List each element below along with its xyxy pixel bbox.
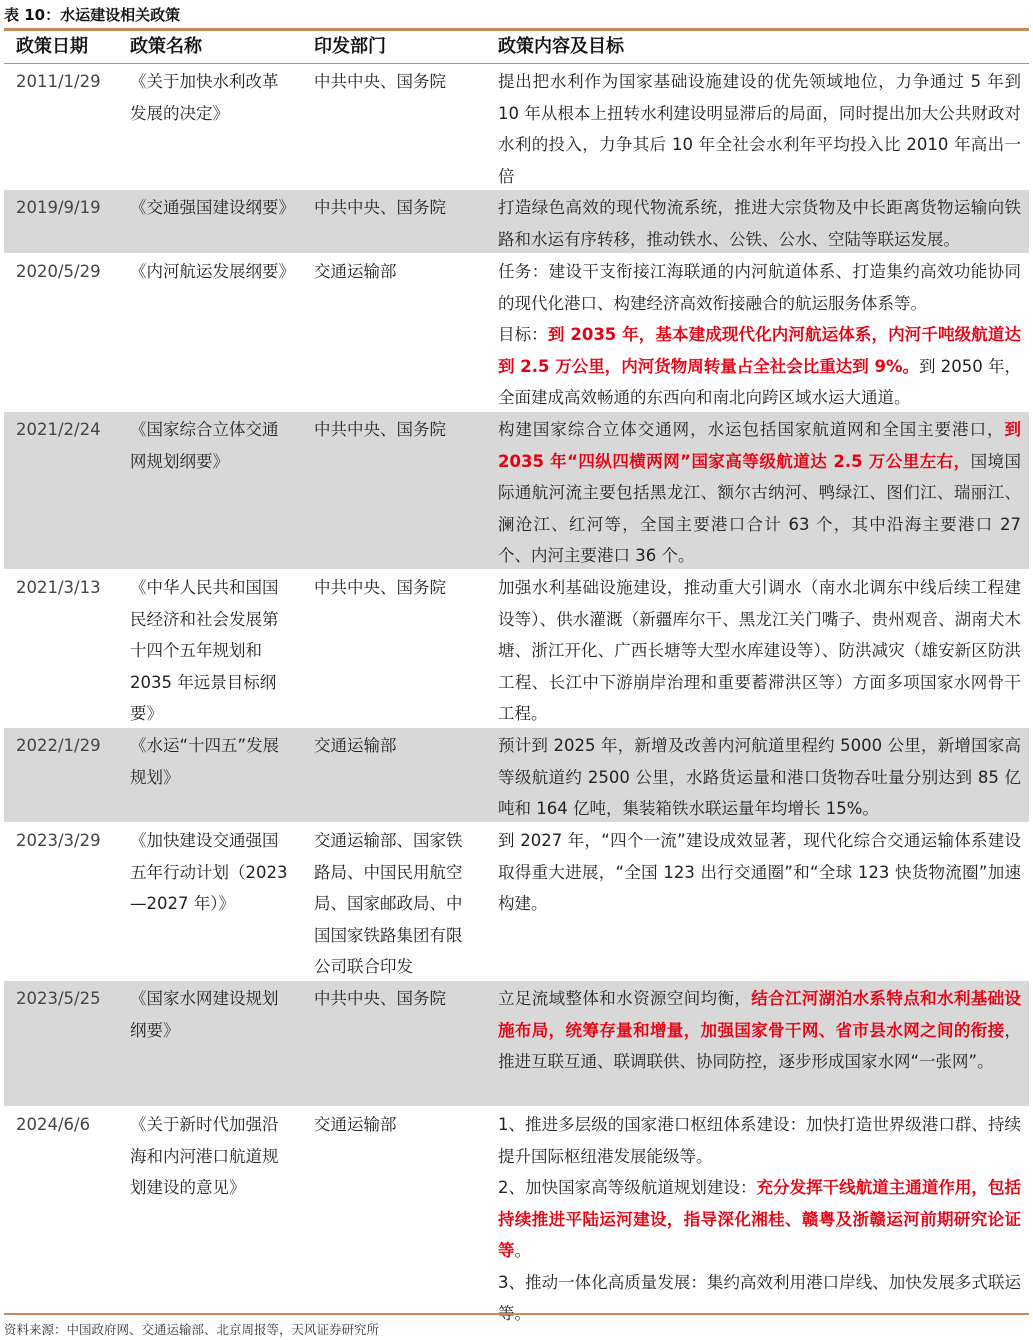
header-date: 政策日期 [16,36,88,58]
content-paragraph [498,1267,1021,1330]
policy-dept: 中共中央、国务院 [314,989,446,1008]
policy-content [482,1107,1029,1327]
source-note: 资料来源：中国政府网、交通运输部、北京周报等，天风证券研究所 [4,1322,380,1337]
highlight-text: 到 2035 年，基本建成现代化内河航运体系，内河千吨级航道达到 2.5 万公里，内河货物周转量占全社会比重达到 9%。 [498,325,1021,376]
policy-date: 2011/1/29 [16,72,101,91]
policy-name: 《中华人民共和国国民经济和社会发展第十四个五年规划和 2035 年远景目标纲要》 [130,578,279,723]
policy-content [482,981,1029,1106]
policy-date: 2021/2/24 [16,420,101,439]
content-text: 1、推进多层级的国家港口枢纽体系建设：加快打造世界级港口群、持续提升国际枢纽港发展能级等。 [498,1115,1021,1166]
table-row [4,64,1029,190]
content-text: 。 [514,1241,531,1260]
table-title: 表 10：水运建设相关政策 [4,6,181,24]
content-paragraph [498,730,1021,825]
policy-content [482,190,1029,253]
content-text: 到 2027 年，“四个一流”建设成效显著，现代化综合交通运输体系建设取得重大进展，“全国 123 出行交通圈”和“全球 123 快货物流圈”加速构建。 [498,831,1021,913]
policy-content [482,412,1029,569]
table-header [4,31,1029,64]
highlight-text: 到 2035 年“四纵四横两网”国家高等级航道达 2.5 万公里左右， [498,420,1021,471]
header-name: 政策名称 [130,36,202,58]
policy-dept: 中共中央、国务院 [314,578,446,597]
policy-dept: 交通运输部 [314,262,397,281]
content-text: 到 2050 年，全面建成高效畅通的东西向和南北向跨区域水运大通道。 [498,356,1022,407]
table-row [4,1107,1029,1328]
table-bottom-rule [4,1313,1029,1315]
content-text: 提出把水利作为国家基础设施建设的优先领域地位，力争通过 5 年到 10 年从根本上扭转水利建设明显滞后的局面，同时提出加大公共财政对水利的投入，力争其后 10 年全社会水利年平均投入比 2010 年高出一倍 [498,72,1021,186]
policy-date: 2019/9/19 [16,198,101,217]
table-row [4,412,1029,570]
header-content: 政策内容及目标 [498,36,624,58]
policy-dept: 交通运输部 [314,736,397,755]
content-paragraph [498,319,1021,414]
policy-content [482,64,1029,189]
policy-name: 《关于加快水利改革发展的决定》 [130,72,279,123]
policy-name: 《国家水网建设规划纲要》 [130,989,279,1040]
policy-name: 《加快建设交通强国五年行动计划（2023—2027 年）》 [130,831,288,913]
policy-name: 《交通强国建设纲要》 [130,198,295,217]
table-row [4,254,1029,412]
table-body [4,64,1029,1328]
policy-dept: 中共中央、国务院 [314,198,446,217]
policy-date: 2024/6/6 [16,1115,91,1134]
content-paragraph [498,414,1021,572]
policy-content [482,823,1029,980]
policy-date: 2023/5/25 [16,989,101,1008]
content-text: ，推进互联互通、联调联供、协同防控，逐步形成国家水网“一张网”。 [498,1020,1021,1071]
table-row [4,190,1029,254]
policy-name: 《内河航运发展纲要》 [130,262,295,281]
content-paragraph [498,983,1021,1078]
policy-content [482,728,1029,822]
policy-name: 《国家综合立体交通网规划纲要》 [130,420,279,471]
highlight-text: 充分发挥干线航道主通道作用，包括持续推进平陆运河建设，指导深化湘桂、赣粤及浙赣运河前期研究论证等 [498,1178,1021,1260]
header-dept: 印发部门 [314,36,386,58]
content-text: 3、推动一体化高质量发展：集约高效利用港口岸线、加快发展多式联运等。 [498,1272,1021,1323]
content-paragraph [498,256,1021,319]
content-text: 任务：建设干支衔接江海联通的内河航道体系、打造集约高效功能协同的现代化港口、构建经济高效衔接融合的航运服务体系等。 [498,262,1021,313]
content-text: 2、加快国家高等级航道规划建设： [498,1178,757,1197]
content-text: 国境国际通航河流主要包括黑龙江、额尔古纳河、鸭绿江、图们江、瑞丽江、澜沧江、红河等，全国主要港口合计 63 个，其中沿海主要港口 27 个、内河主要港口 36 个。 [498,451,1022,565]
content-text: 目标： [498,325,548,344]
policy-name: 《关于新时代加强沿海和内河港口航道规划建设的意见》 [130,1115,279,1197]
policy-date: 2021/3/13 [16,578,101,597]
policy-date: 2022/1/29 [16,736,101,755]
policy-dept: 交通运输部、国家铁路局、中国民用航空局、国家邮政局、中国国家铁路集团有限公司联合印发 [314,831,463,976]
content-paragraph [498,192,1021,255]
content-paragraph [498,66,1021,192]
policy-content [482,570,1029,727]
content-text: 预计到 2025 年，新增及改善内河航道里程约 5000 公里，新增国家高等级航道约 2500 公里，水路货运量和港口货物吞吐量分别达到 85 亿吨和 164 亿吨，集装箱铁水联运量年均增长 15%。 [498,736,1021,818]
policy-dept: 中共中央、国务院 [314,420,446,439]
content-paragraph [498,572,1021,730]
policy-date: 2020/5/29 [16,262,101,281]
highlight-text: 结合江河湖泊水系特点和水利基础设施布局，统筹存量和增量，加强国家骨干网、省市县水网之间的衔接 [498,989,1022,1040]
policy-content [482,254,1029,411]
table-row [4,570,1029,728]
content-paragraph [498,825,1021,920]
policy-dept: 中共中央、国务院 [314,72,446,91]
content-text: 打造绿色高效的现代物流系统，推进大宗货物及中长距离货物运输向铁路和水运有序转移，推动铁水、公铁、公水、空陆等联运发展。 [498,198,1021,249]
table-row [4,823,1029,981]
content-text: 加强水利基础设施建设，推动重大引调水（南水北调东中线后续工程建设等）、供水灌溉（新疆库尔干、黑龙江关门嘴子、贵州观音、湖南犬木塘、浙江开化、广西长塘等大型水库建设等）、防洪减灾（雄安新区防洪工程、长江中下游崩岸治理和重要蓄滞洪区等）方面多项国家水网骨干工程。 [498,578,1021,723]
table-row [4,728,1029,823]
policy-date: 2023/3/29 [16,831,101,850]
content-text: 构建国家综合立体交通网，水运包括国家航道网和全国主要港口， [498,420,1005,439]
policy-dept: 交通运输部 [314,1115,397,1134]
content-text: 立足流域整体和水资源空间均衡， [498,989,752,1008]
content-paragraph [498,1172,1021,1267]
policy-table [4,28,1029,1328]
content-paragraph [498,1109,1021,1172]
table-row [4,981,1029,1107]
policy-name: 《水运“十四五”发展规划》 [130,736,280,787]
